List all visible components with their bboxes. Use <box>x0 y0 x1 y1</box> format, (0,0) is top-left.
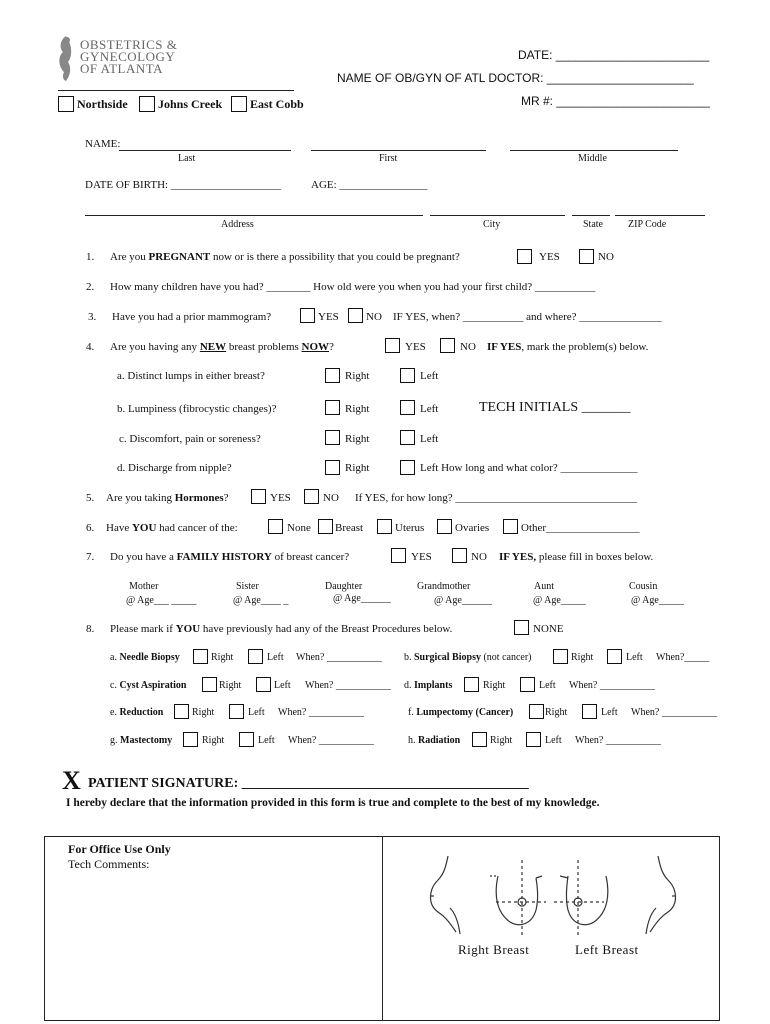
proc-g-name: Mastectomy <box>120 735 173 746</box>
q6-none-checkbox[interactable] <box>268 519 283 534</box>
city-field[interactable] <box>430 215 565 216</box>
proc-h-left-label: Left <box>545 735 562 746</box>
middle-name-field[interactable] <box>510 150 678 151</box>
q1-no-checkbox[interactable] <box>579 249 594 264</box>
proc-a-left-checkbox[interactable] <box>248 649 263 664</box>
proc-b-right-checkbox[interactable] <box>553 649 568 664</box>
proc-c-left-label: Left <box>274 680 291 691</box>
relative-aunt: Aunt <box>534 581 554 592</box>
q1-post: now or is there a possibility that you could be pregnant? <box>210 251 460 263</box>
proc-b-label <box>404 652 532 663</box>
q3-text: Have you had a prior mammogram? <box>112 311 272 323</box>
q4d-right-label: Right <box>345 462 370 474</box>
mr-field[interactable]: MR #: _______________________ <box>521 94 710 108</box>
proc-e-right-checkbox[interactable] <box>174 704 189 719</box>
middle-caption: Middle <box>578 153 607 164</box>
q3-ifyes-text[interactable]: IF YES, when? ___________ and where? _______________ <box>393 311 662 323</box>
q4-now: NOW <box>301 341 330 353</box>
proc-a-prefix: a. <box>110 652 120 663</box>
q4a-right-label: Right <box>345 370 370 382</box>
last-name-field[interactable] <box>119 150 291 151</box>
q3-no-checkbox[interactable] <box>348 308 363 323</box>
q1-number: 1. <box>86 251 95 263</box>
first-name-field[interactable] <box>311 150 486 151</box>
q6-text <box>106 522 238 534</box>
proc-e-when[interactable]: When? ___________ <box>278 707 364 718</box>
proc-d-right-label: Right <box>483 680 506 691</box>
proc-f-when[interactable]: When? ___________ <box>631 707 717 718</box>
q4a-label: a. Distinct lumps in either breast? <box>117 370 265 382</box>
q7-no-checkbox[interactable] <box>452 548 467 563</box>
relative-grandmother: Grandmother <box>417 581 471 592</box>
q4b-left-checkbox[interactable] <box>400 400 415 415</box>
q4d-left-checkbox[interactable] <box>400 460 415 475</box>
proc-h-when[interactable]: When? ___________ <box>575 735 661 746</box>
east-cobb-checkbox[interactable] <box>231 96 247 112</box>
q1-text <box>110 251 460 263</box>
q4-number: 4. <box>86 341 95 353</box>
q3-yes-checkbox[interactable] <box>300 308 315 323</box>
q2-number: 2. <box>86 281 95 293</box>
proc-g-label <box>110 735 172 746</box>
q4a-right-checkbox[interactable] <box>325 368 340 383</box>
q4b-right-label: Right <box>345 403 370 415</box>
q4-mid: breast problems <box>226 341 302 353</box>
johns-creek-label: Johns Creek <box>158 97 223 111</box>
proc-g-right-checkbox[interactable] <box>183 732 198 747</box>
q7-number: 7. <box>86 551 95 563</box>
proc-c-when[interactable]: When? ___________ <box>305 680 391 691</box>
q3-no-label: NO <box>366 311 382 323</box>
state-field[interactable] <box>572 215 610 216</box>
q8-post: have previously had any of the Breast Procedures below. <box>200 623 453 635</box>
q7-ifyes-rest: please fill in boxes below. <box>536 551 654 563</box>
proc-f-left-checkbox[interactable] <box>582 704 597 719</box>
q4c-left-checkbox[interactable] <box>400 430 415 445</box>
q4c-right-label: Right <box>345 433 370 445</box>
signature-field[interactable]: PATIENT SIGNATURE: _________________________________________ <box>88 776 529 791</box>
relative-mother: Mother <box>129 581 159 592</box>
proc-a-when[interactable]: When? ___________ <box>296 652 382 663</box>
city-caption: City <box>483 219 501 230</box>
proc-b-name: Surgical Biopsy <box>414 652 481 663</box>
q7-post: of breast cancer? <box>271 551 350 563</box>
office-divider <box>382 836 383 1021</box>
proc-g-prefix: g. <box>110 735 120 746</box>
proc-f-right-checkbox[interactable] <box>529 704 544 719</box>
q5-bold: Hormones <box>174 492 224 504</box>
proc-b-prefix: b. <box>404 652 414 663</box>
proc-h-left-checkbox[interactable] <box>526 732 541 747</box>
office-title: For Office Use Only <box>68 842 171 856</box>
q8-none-label: NONE <box>533 623 564 635</box>
breast-diagram-icon <box>420 850 690 940</box>
proc-d-right-checkbox[interactable] <box>464 677 479 692</box>
q5-q: ? <box>223 492 229 504</box>
q7-yes-checkbox[interactable] <box>391 548 406 563</box>
proc-h-prefix: h. <box>408 735 418 746</box>
proc-d-left-label: Left <box>539 680 556 691</box>
q4-text <box>110 341 334 353</box>
q4a-left-label: Left <box>420 370 439 382</box>
q1-yes-checkbox[interactable] <box>517 249 532 264</box>
proc-f-name: Lumpectomy (Cancer) <box>416 707 514 718</box>
proc-g-left-checkbox[interactable] <box>239 732 254 747</box>
q5-ifyes-text[interactable]: If YES, for how long? _________________________________ <box>355 492 637 504</box>
logo-line-2: GYNECOLOGY <box>80 49 176 64</box>
proc-b-left-checkbox[interactable] <box>607 649 622 664</box>
proc-c-label <box>110 680 186 691</box>
q5-number: 5. <box>86 492 95 504</box>
proc-c-prefix: c. <box>110 680 120 691</box>
q1-no-label: NO <box>598 251 614 263</box>
proc-h-right-label: Right <box>490 735 513 746</box>
relative-sister-age[interactable]: @ Age____ _ <box>233 595 289 606</box>
proc-e-left-checkbox[interactable] <box>229 704 244 719</box>
state-caption: State <box>583 219 603 230</box>
proc-f-label <box>408 707 513 718</box>
q8-bold: YOU <box>175 623 201 635</box>
east-cobb-label: East Cobb <box>250 97 304 111</box>
proc-b-right-label: Right <box>571 652 594 663</box>
q5-text <box>106 492 229 504</box>
q4b-left-label: Left <box>420 403 439 415</box>
q8-text <box>110 623 452 635</box>
northside-checkbox[interactable] <box>58 96 74 112</box>
q5-no-checkbox[interactable] <box>304 489 319 504</box>
relative-aunt-age[interactable]: @ Age_____ <box>533 595 586 606</box>
q4d-label: d. Discharge from nipple? <box>117 462 232 474</box>
q4c-right-checkbox[interactable] <box>325 430 340 445</box>
proc-d-left-checkbox[interactable] <box>520 677 535 692</box>
address-caption: Address <box>221 219 254 230</box>
q7-ifyes-bold: IF YES, <box>499 551 537 563</box>
proc-c-left-checkbox[interactable] <box>256 677 271 692</box>
northside-label: Northside <box>77 97 128 111</box>
logo-line-1: OBSTETRICS & <box>80 37 178 52</box>
q5-pre: Are you taking <box>106 492 175 504</box>
q1-yes-label: YES <box>539 251 560 263</box>
tech-initials-field[interactable]: TECH INITIALS _______ <box>479 400 631 415</box>
proc-d-label <box>404 680 452 691</box>
q4c-label: c. Discomfort, pain or soreness? <box>119 433 261 445</box>
relative-grandmother-age[interactable]: @ Age______ <box>434 595 492 606</box>
q4-no-checkbox[interactable] <box>440 338 455 353</box>
proc-d-when[interactable]: When? ___________ <box>569 680 655 691</box>
q8-number: 8. <box>86 623 95 635</box>
q7-pre: Do you have a <box>110 551 177 563</box>
proc-b-when[interactable]: When?_____ <box>656 652 710 663</box>
q3-number: 3. <box>88 311 97 323</box>
q5-yes-checkbox[interactable] <box>251 489 266 504</box>
q6-bold: YOU <box>131 522 157 534</box>
proc-c-right-checkbox[interactable] <box>202 677 217 692</box>
johns-creek-checkbox[interactable] <box>139 96 155 112</box>
q4-q: ? <box>329 341 334 353</box>
proc-a-right-checkbox[interactable] <box>193 649 208 664</box>
q6-other-label[interactable]: Other_________________ <box>521 522 640 534</box>
proc-g-left-label: Left <box>258 735 275 746</box>
proc-e-name: Reduction <box>119 707 164 718</box>
q4b-label: b. Lumpiness (fibrocystic changes)? <box>117 403 277 415</box>
declaration-text: I hereby declare that the information provided in this form is true and complete to the best of my knowledge. <box>66 797 600 809</box>
proc-h-name: Radiation <box>418 735 461 746</box>
relative-cousin: Cousin <box>629 581 658 592</box>
q8-pre: Please mark if <box>110 623 176 635</box>
proc-f-left-label: Left <box>601 707 618 718</box>
q6-ovaries-label: Ovaries <box>455 522 490 534</box>
proc-b-left-label: Left <box>626 652 643 663</box>
tech-comments-label[interactable]: Tech Comments: <box>68 857 150 871</box>
q6-breast-label: Breast <box>335 522 364 534</box>
q3-yes-label: YES <box>318 311 339 323</box>
q6-none-label: None <box>287 522 311 534</box>
q6-uterus-checkbox[interactable] <box>377 519 392 534</box>
last-caption: Last <box>178 153 196 164</box>
proc-e-prefix: e. <box>110 707 120 718</box>
q7-text <box>110 551 349 563</box>
proc-h-right-checkbox[interactable] <box>472 732 487 747</box>
q4d-left-label[interactable]: Left How long and what color? ______________ <box>420 462 638 474</box>
q4d-right-checkbox[interactable] <box>325 460 340 475</box>
q6-uterus-label: Uterus <box>395 522 425 534</box>
q7-no-label: NO <box>471 551 487 563</box>
q4-ifyes-text <box>487 341 648 353</box>
left-breast-label: Left Breast <box>575 942 639 957</box>
q6-ovaries-checkbox[interactable] <box>437 519 452 534</box>
logo-divider <box>58 90 294 91</box>
q4-yes-checkbox[interactable] <box>385 338 400 353</box>
q6-pre: Have <box>106 522 132 534</box>
name-label: NAME: <box>85 138 121 150</box>
zip-caption: ZIP Code <box>628 219 667 230</box>
doctor-field[interactable]: NAME OF OB/GYN OF ATL DOCTOR: ______________________ <box>337 71 694 85</box>
proc-e-right-label: Right <box>192 707 215 718</box>
logo-figure-icon <box>54 34 76 82</box>
proc-a-name: Needle Biopsy <box>119 652 180 663</box>
q1-pre: Are you <box>110 251 149 263</box>
q4-yes-label: YES <box>405 341 426 353</box>
proc-f-prefix: f. <box>408 707 417 718</box>
q4c-left-label: Left <box>420 433 439 445</box>
proc-d-name: Implants <box>414 680 453 691</box>
q2-text[interactable]: How many children have you had? ________ How old were you when you had your first child? ___________ <box>110 281 596 293</box>
address-field[interactable] <box>85 215 423 216</box>
proc-g-right-label: Right <box>202 735 225 746</box>
logo-text <box>80 39 177 75</box>
q7-ifyes-text <box>499 551 653 563</box>
first-caption: First <box>379 153 398 164</box>
q4a-left-checkbox[interactable] <box>400 368 415 383</box>
relative-cousin-age[interactable]: @ Age_____ <box>631 595 684 606</box>
q4-pre: Are you having any <box>110 341 200 353</box>
relative-daughter-age[interactable]: @ Age______ <box>333 593 391 604</box>
q7-bold: FAMILY HISTORY <box>176 551 272 563</box>
q4-new: NEW <box>199 341 227 353</box>
proc-d-prefix: d. <box>404 680 414 691</box>
zip-field[interactable] <box>615 215 705 216</box>
q4-ifyes-rest: , mark the problem(s) below. <box>521 341 649 353</box>
q6-post: had cancer of the: <box>156 522 238 534</box>
proc-h-label <box>408 735 460 746</box>
relative-mother-age[interactable]: @ Age___ _____ <box>126 595 197 606</box>
proc-a-right-label: Right <box>211 652 234 663</box>
proc-a-label <box>110 652 180 663</box>
proc-f-right-label: Right <box>545 707 568 718</box>
signature-x: X <box>62 766 81 795</box>
q4b-right-checkbox[interactable] <box>325 400 340 415</box>
q6-other-checkbox[interactable] <box>503 519 518 534</box>
proc-c-right-label: Right <box>219 680 242 691</box>
age-field[interactable]: AGE: ________________ <box>311 179 428 191</box>
dob-field[interactable]: DATE OF BIRTH: ____________________ <box>85 179 281 191</box>
proc-e-left-label: Left <box>248 707 265 718</box>
proc-b-extra: (not cancer) <box>480 652 532 663</box>
proc-c-name: Cyst Aspiration <box>119 680 187 691</box>
q6-breast-checkbox[interactable] <box>318 519 333 534</box>
q5-yes-label: YES <box>270 492 291 504</box>
q5-no-label: NO <box>323 492 339 504</box>
q4-no-label: NO <box>460 341 476 353</box>
q4-ifyes-bold: IF YES <box>487 341 522 353</box>
q8-none-checkbox[interactable] <box>514 620 529 635</box>
proc-g-when[interactable]: When? ___________ <box>288 735 374 746</box>
q1-bold: PREGNANT <box>148 251 211 263</box>
proc-e-label <box>110 707 163 718</box>
date-field[interactable]: DATE: _______________________ <box>518 48 710 62</box>
q7-yes-label: YES <box>411 551 432 563</box>
relative-sister: Sister <box>236 581 259 592</box>
relative-daughter: Daughter <box>325 581 363 592</box>
proc-a-left-label: Left <box>267 652 284 663</box>
right-breast-label: Right Breast <box>458 942 530 957</box>
logo-line-3: OF ATLANTA <box>80 61 164 76</box>
q6-number: 6. <box>86 522 95 534</box>
